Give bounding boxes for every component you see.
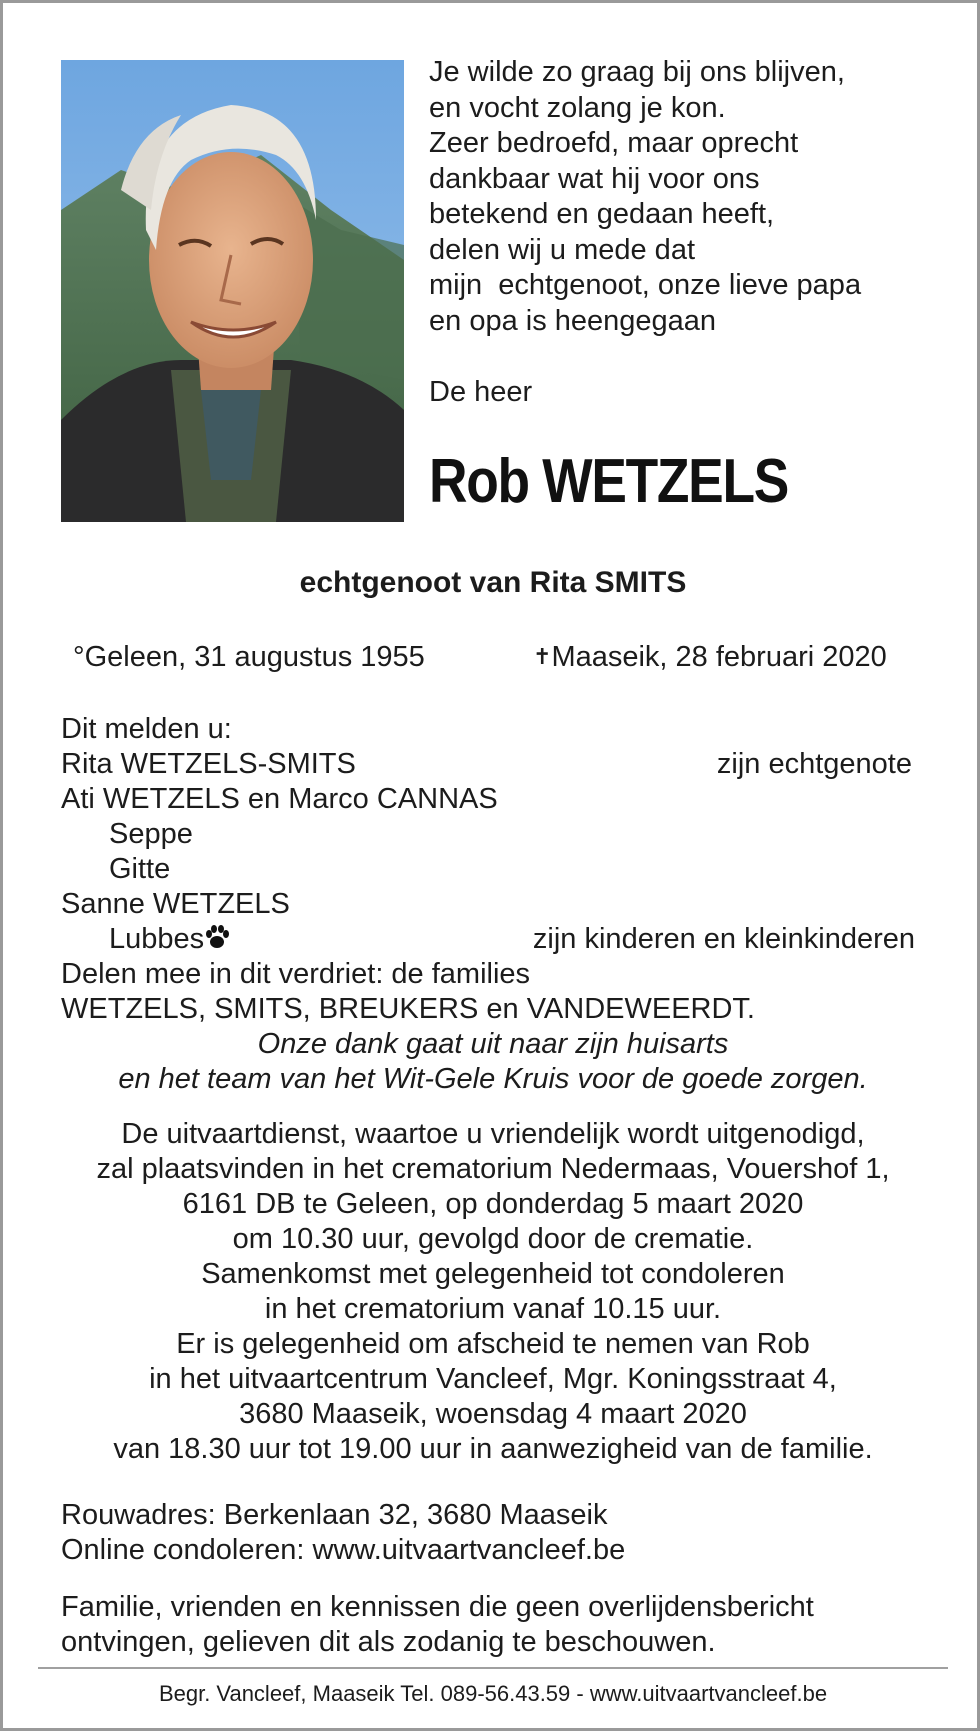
spouse-line: echtgenoot van Rita SMITS (299, 566, 687, 599)
footer-credit: Begr. Vancleef, Maaseik Tel. 089-56.43.59 - www.uitvaartvancleef.be (158, 1681, 828, 1706)
birth-info: °Geleen, 31 augustus 1955 (73, 641, 425, 673)
child-name: Ati WETZELS en Marco CANNAS (61, 783, 498, 815)
ceremony-line: 6161 DB te Geleen, op donderdag 5 maart 2020 (182, 1188, 804, 1220)
death-text: Maaseik, 28 februari 2020 (551, 641, 887, 673)
spouse-role: zijn echtgenote (716, 748, 912, 780)
family-intro: Dit melden u: (61, 713, 232, 745)
grandchild-name: Gitte (109, 853, 171, 885)
poem (429, 55, 861, 339)
poem-line: delen wij u mede dat (429, 233, 695, 266)
notice-line: Familie, vrienden en kennissen die geen overlijdensbericht (61, 1591, 814, 1623)
ceremony-line: zal plaatsvinden in het crematorium Nedermaas, Vouershof 1, (96, 1153, 890, 1185)
deceased-name: Rob WETZELS (429, 447, 789, 516)
ceremony-line: om 10.30 uur, gevolgd door de crematie. (232, 1223, 754, 1255)
grandchild-pet (109, 923, 230, 958)
thanks-line: Onze dank gaat uit naar zijn huisarts (257, 1028, 729, 1060)
grandchild-pet-name: Lubbes (109, 923, 205, 955)
ceremony-line: Er is gelegenheid om afscheid te nemen van Rob (176, 1328, 810, 1360)
portrait-photo (61, 60, 404, 522)
poem-line: Je wilde zo graag bij ons blijven, (429, 56, 845, 88)
mourning-address: Rouwadres: Berkenlaan 32, 3680 Maaseik (61, 1499, 608, 1531)
grandchild-name: Seppe (109, 818, 193, 850)
poem-line: mijn echtgenoot, onze lieve papa (429, 269, 862, 301)
poem-line: Zeer bedroefd, maar oprecht (429, 127, 799, 159)
ceremony-line: De uitvaartdienst, waartoe u vriendelijk wordt uitgenodigd, (121, 1118, 865, 1150)
ceremony-line: Samenkomst met gelegenheid tot condoleren (201, 1258, 785, 1290)
ceremony-line: 3680 Maaseik, woensdag 4 maart 2020 (239, 1398, 747, 1430)
paw-icon (204, 924, 230, 958)
death-info (533, 640, 887, 677)
notice-line: ontvingen, gelieven dit als zodanig te beschouwen. (61, 1626, 716, 1658)
child-name: Sanne WETZELS (61, 888, 290, 920)
children-role: zijn kinderen en kleinkinderen (532, 923, 915, 955)
poem-line: betekend en gedaan heeft, (429, 198, 775, 230)
ceremony-line: in het crematorium vanaf 10.15 uur. (264, 1293, 722, 1325)
online-condolence: Online condoleren: www.uitvaartvancleef.be (61, 1534, 626, 1566)
families-list: WETZELS, SMITS, BREUKERS en VANDEWEERDT. (61, 993, 755, 1025)
footer-divider (38, 1667, 948, 1669)
spouse-name: Rita WETZELS-SMITS (61, 748, 356, 780)
ceremony-line: van 18.30 uur tot 19.00 uur in aanwezigheid van de familie. (113, 1433, 873, 1465)
poem-line: en opa is heengegaan (429, 304, 717, 337)
poem-line: en vocht zolang je kon. (429, 91, 726, 124)
ceremony-line: in het uitvaartcentrum Vancleef, Mgr. Koningsstraat 4, (149, 1363, 837, 1395)
poem-line: dankbaar wat hij voor ons (429, 162, 760, 195)
families-intro: Delen mee in dit verdriet: de families (61, 958, 531, 990)
salutation: De heer (429, 376, 533, 408)
thanks-line: en het team van het Wit-Gele Kruis voor de goede zorgen. (118, 1063, 868, 1095)
cross-icon: ✝ (533, 644, 552, 669)
